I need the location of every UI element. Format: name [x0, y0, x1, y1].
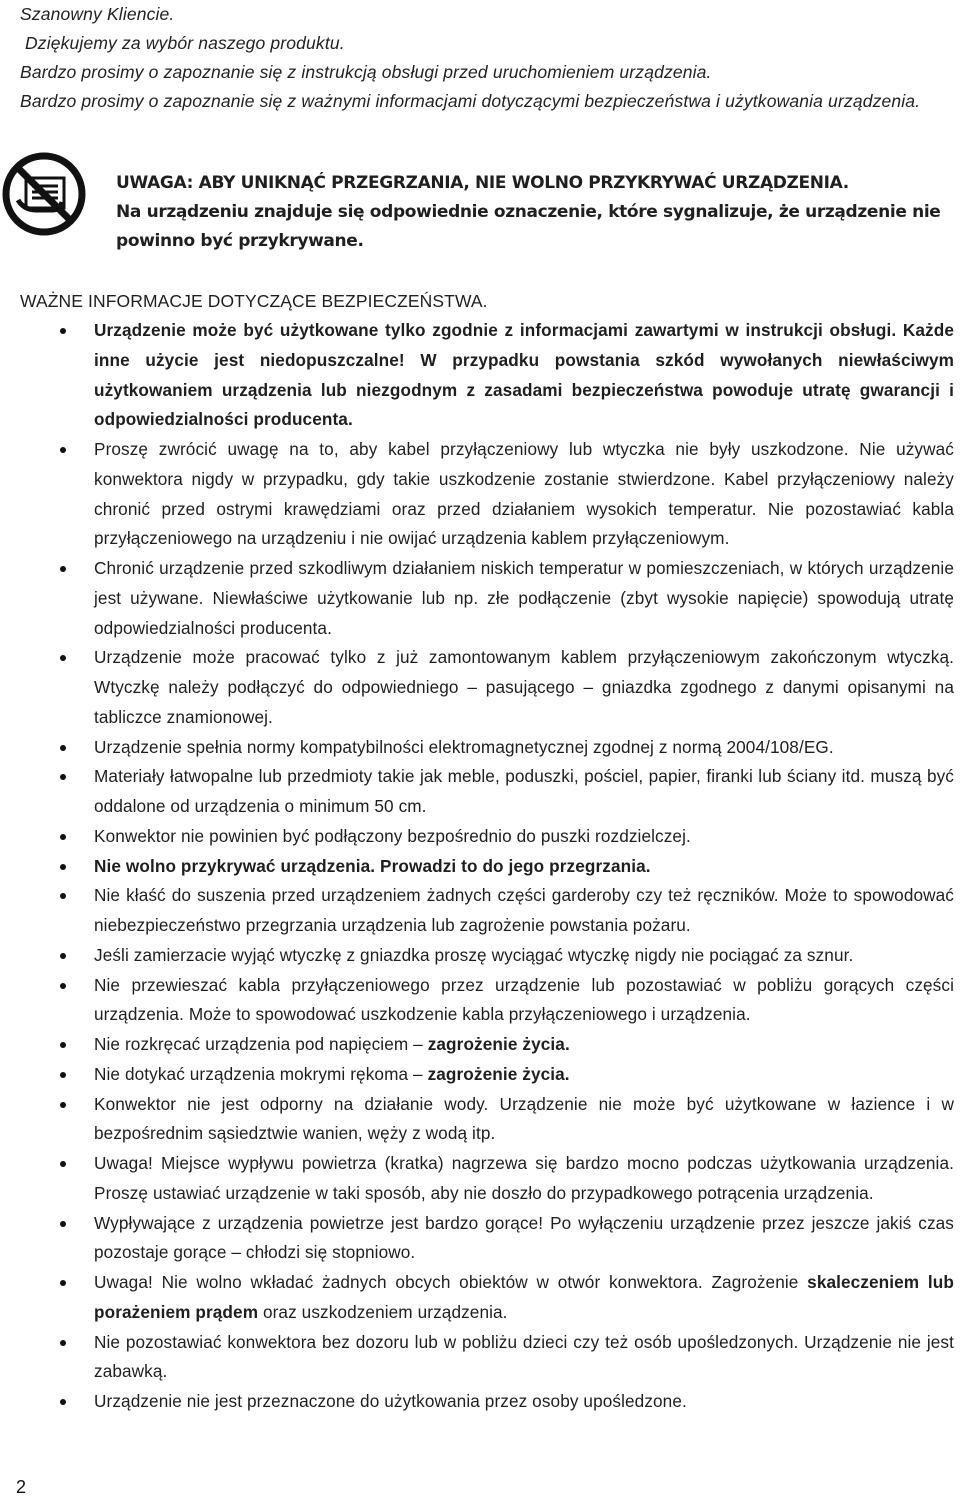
bullet-icon	[60, 953, 66, 959]
safety-list	[0, 316, 960, 1417]
intro-line-1: Bardzo prosimy o zapoznanie się z instrukcją obsługi przed uruchomieniem urządzenia.	[20, 62, 712, 82]
list-item: Konwektor nie powinien być podłączony bezpośrednio do puszki rozdzielczej.	[0, 822, 960, 852]
bullet-icon	[60, 447, 66, 453]
warning-title: UWAGA: ABY UNIKNĄĆ PRZEGRZANIA, NIE WOLNO PRZYKRYWAĆ URZĄDZENIA.	[116, 173, 849, 193]
bullet-icon	[60, 983, 66, 989]
warning-body: Na urządzeniu znajduje się odpowiednie oznaczenie, które sygnalizuje, że urządzenie nie powinno być przykrywane.	[116, 202, 941, 251]
list-item: Konwektor nie jest odporny na działanie wody. Urządzenie nie może być użytkowane w łazience i w bezpośrednim sąsiedztwie wanien, węży z wodą itp.	[0, 1090, 960, 1150]
intro-greeting: Szanowny Kliencie.	[20, 4, 175, 24]
page-number: 2	[16, 1477, 27, 1497]
bullet-icon	[60, 1399, 66, 1405]
bullet-icon	[60, 1340, 66, 1346]
list-item: Urządzenie może być użytkowane tylko zgodnie z informacjami zawartymi w instrukcji obsługi. Każde inne użycie jest niedopuszczalne! W przypadku powstania szkód wywołanych niewłaściwym użytkowaniem urządzenia lub niezgodnym z zasadami bezpieczeństwa powoduje utratę gwarancji i odpowiedzialności producenta.	[0, 316, 960, 435]
bullet-icon	[60, 566, 66, 572]
bullet-icon	[60, 1072, 66, 1078]
bullet-icon	[60, 655, 66, 661]
bullet-icon	[60, 1102, 66, 1108]
list-item: Proszę zwrócić uwagę na to, aby kabel przyłączeniowy lub wtyczka nie były uszkodzone. Nie używać konwektora nigdy w przypadku, gdy takie uszkodzenie zostanie stwierdzone. Kabel przyłączeniowy należy chronić przed ostrymi krawędziami oraz przed działaniem wysokich temperatur. Nie pozostawiać kabla przyłączeniowego na urządzeniu i nie owijać urządzenia kablem przyłączeniowym.	[0, 435, 960, 554]
safety-heading: WAŻNE INFORMACJE DOTYCZĄCE BEZPIECZEŃSTWA.	[20, 291, 488, 311]
bullet-icon	[60, 1280, 66, 1286]
list-item: Nie rozkręcać urządzenia pod napięciem – zagrożenie życia.	[0, 1030, 960, 1060]
bullet-icon	[60, 834, 66, 840]
list-item: Urządzenie może pracować tylko z już zamontowanym kablem przyłączeniowym zakończonym wtyczką. Wtyczkę należy podłączyć do odpowiedniego – pasującego – gniazdka zgodnego z danymi opisanymi na tabliczce znamionowej.	[0, 643, 960, 732]
list-item: Nie przewieszać kabla przyłączeniowego przez urządzenie lub pozostawiać w pobliżu gorących części urządzenia. Może to spowodować uszkodzenie kabla przyłączeniowego i urządzenia.	[0, 971, 960, 1031]
bullet-icon	[60, 1161, 66, 1167]
bullet-icon	[60, 1042, 66, 1048]
intro-line-2: Bardzo prosimy o zapoznanie się z ważnymi informacjami dotyczącymi bezpieczeństwa i użytkowania urządzenia.	[20, 91, 921, 111]
list-item: Nie dotykać urządzenia mokrymi rękoma – zagrożenie życia.	[0, 1060, 960, 1090]
bullet-icon	[60, 893, 66, 899]
list-item: Urządzenie nie jest przeznaczone do użytkowania przez osoby upośledzone.	[0, 1387, 960, 1417]
list-item: Wypływające z urządzenia powietrze jest bardzo gorące! Po wyłączeniu urządzenie przez jeszcze jakiś czas pozostaje gorące – chłodzi się stopniowo.	[0, 1209, 960, 1269]
bullet-icon	[60, 1221, 66, 1227]
intro-thanks: Dziękujemy za wybór naszego produktu.	[20, 33, 345, 53]
list-item: Uwaga! Nie wolno wkładać żadnych obcych obiektów w otwór konwektora. Zagrożenie skaleczeniem lub porażeniem prądem oraz uszkodzeniem urządzenia.	[0, 1268, 960, 1328]
list-item: Jeśli zamierzacie wyjąć wtyczkę z gniazdka proszę wyciągać wtyczkę nigdy nie pociągać za sznur.	[0, 941, 960, 971]
overheat-warning	[116, 169, 960, 256]
do-not-cover-icon	[2, 152, 86, 236]
intro-block	[20, 0, 940, 116]
list-item: Materiały łatwopalne lub przedmioty takie jak meble, poduszki, pościel, papier, firanki lub ściany itd. muszą być oddalone od urządzenia o minimum 50 cm.	[0, 762, 960, 822]
list-item: Nie pozostawiać konwektora bez dozoru lub w pobliżu dzieci czy też osób upośledzonych. Urządzenie nie jest zabawką.	[0, 1328, 960, 1388]
list-item: Urządzenie spełnia normy kompatybilności elektromagnetycznej zgodnej z normą 2004/108/EG.	[0, 733, 960, 763]
list-item: Nie wolno przykrywać urządzenia. Prowadzi to do jego przegrzania.	[0, 852, 960, 882]
bullet-icon	[60, 774, 66, 780]
list-item: Chronić urządzenie przed szkodliwym działaniem niskich temperatur w pomieszczeniach, w których urządzenie jest używane. Niewłaściwe użytkowanie lub np. złe podłączenie (zbyt wysokie napięcie) spowodują utratę odpowiedzialności producenta.	[0, 554, 960, 643]
bullet-icon	[60, 864, 66, 870]
bullet-icon	[60, 745, 66, 751]
list-item: Nie kłaść do suszenia przed urządzeniem żadnych części garderoby czy też ręczników. Może to spowodować niebezpieczeństwo przegrzania urządzenia lub zagrożenie powstania pożaru.	[0, 881, 960, 941]
bullet-icon	[60, 328, 66, 334]
list-item: Uwaga! Miejsce wypływu powietrza (kratka) nagrzewa się bardzo mocno podczas użytkowania urządzenia. Proszę ustawiać urządzenie w taki sposób, aby nie doszło do przypadkowego potrącenia urządzenia.	[0, 1149, 960, 1209]
